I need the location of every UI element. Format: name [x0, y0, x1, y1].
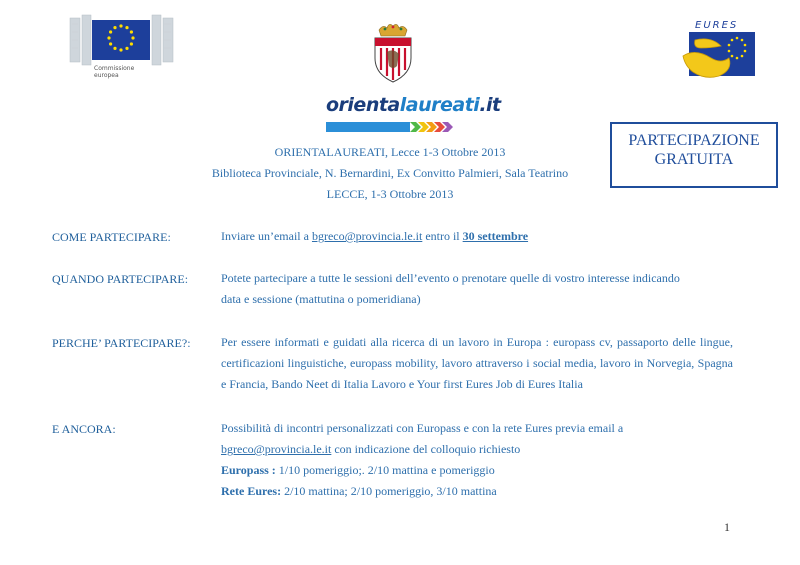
eures-wordmark: EURES — [695, 20, 739, 31]
come-text-before: Inviare un’email a — [221, 229, 312, 243]
section-content-ancora — [221, 418, 733, 502]
page-number: 1 — [724, 520, 730, 534]
ancora-line-1: Possibilità di incontri personalizzati con Europass e con la rete Eures previa email a — [221, 421, 624, 435]
europass-label: Europass : — [221, 463, 276, 477]
come-label-colon: : — [167, 230, 171, 244]
come-email-link[interactable]: bgreco@provincia.le.it — [311, 229, 423, 243]
section-content-come — [221, 226, 733, 247]
european-commission-logo — [68, 10, 174, 80]
quando-line-2: data e sessione (mattutina o pomeridiana) — [221, 292, 421, 306]
rete-eures-schedule: 2/10 mattina; 2/10 pomeriggio, 3/10 mattina — [281, 484, 497, 498]
eures-logo — [681, 18, 763, 90]
section-label-come — [52, 230, 171, 245]
section-content-perche: Per essere informati e guidati alla ricerca di un lavoro in Europa : europass cv, passaporto delle lingue, certificazioni linguistiche, europass mobility, lavoro attraverso i social media, lavoro in Norvegia, Spagna e Francia, Bando Neet di Italia Lavoro e Your first Eures Job di Eures Italia — [221, 335, 733, 391]
orienta-logo-part1: orienta — [326, 94, 400, 116]
orientalaureati-logo — [326, 94, 501, 138]
header-line-1: ORIENTALAUREATI, Lecce 1-3 Ottobre 2013 — [274, 145, 506, 159]
ancora-line-2-rest: con indicazione del colloquio richiesto — [331, 442, 521, 456]
ancora-eures-line — [221, 481, 733, 502]
province-coat-of-arms — [369, 22, 417, 84]
free-participation-badge — [610, 122, 778, 188]
badge-line-2: GRATUITA — [654, 151, 734, 168]
quando-label-colon: : — [184, 272, 189, 286]
come-deadline: 30 settembre — [462, 229, 529, 243]
rete-eures-label: Rete Eures: — [221, 484, 282, 498]
quando-label-text: QUANDO PARTECIPARE — [52, 272, 185, 286]
orienta-logo-part3: .it — [479, 94, 501, 116]
ec-caption-1: Commissione — [94, 65, 135, 72]
header-line-2: Biblioteca Provinciale, N. Bernardini, Ex Convitto Palmieri, Sala Teatrino — [211, 166, 569, 180]
europass-schedule: 1/10 pomeriggio;. 2/10 mattina e pomeriggio — [275, 463, 495, 477]
quando-line-1: Potete partecipare a tutte le sessioni dell’evento o prenotare quelle di vostro interesse indicando — [221, 271, 680, 285]
section-label-quando — [52, 272, 188, 287]
ancora-line-2 — [221, 439, 733, 460]
ec-caption-2: europea — [94, 72, 119, 79]
badge-line-1: PARTECIPAZIONE — [628, 132, 760, 149]
header-line-3: LECCE, 1-3 Ottobre 2013 — [326, 187, 454, 201]
section-label-perche — [52, 336, 191, 351]
ancora-email-link[interactable]: bgreco@provincia.le.it — [221, 442, 332, 456]
orienta-logo-part2: laureati — [399, 94, 480, 116]
perche-label-colon: : — [187, 336, 191, 350]
perche-label-text: PERCHE’ PARTECIPARE? — [52, 336, 188, 350]
ancora-europass-line — [221, 460, 733, 481]
section-content-quando — [221, 268, 733, 310]
come-label-text: COME PARTECIPARE — [52, 230, 168, 244]
come-text-middle: entro il — [422, 229, 463, 243]
section-label-ancora: E ANCORA: — [52, 422, 116, 436]
